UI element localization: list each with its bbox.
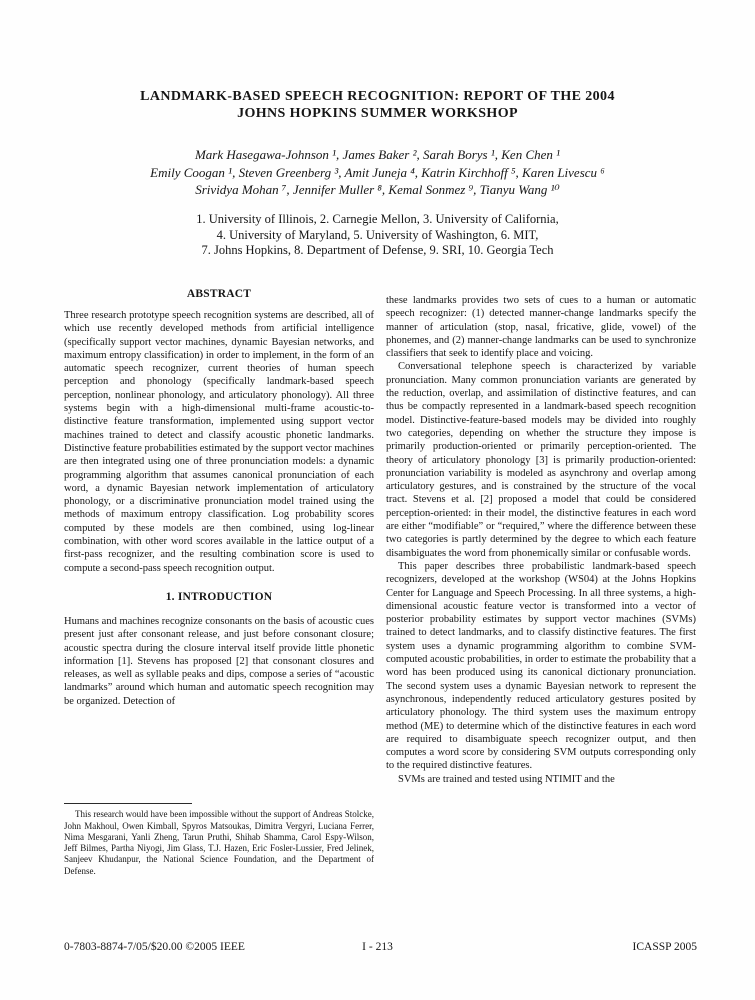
footer-conference: ICASSP 2005 [632, 941, 697, 953]
footer-copyright: 0-7803-8874-7/05/$20.00 ©2005 IEEE [64, 941, 245, 953]
footnote-text: This research would have been impossible without the support of Andreas Stolcke, John Makhoul, Owen Kimball, Spyros Matsoukas, Dimitra Vergyri, Luciana Ferrer, Nima Mesgarani, Yanli Zheng, Tarun Pruthi, Shihab Shamma, Carol Espy-Wilson, Jeff Bilmes, Partha Niyogi, Jim Glass, T.J. Hazen, Eric Fosler-Lussier, Fred Jelinek, Sanjeev Khudanpur, the National Science Foundation, and the Department of Defense. [64, 809, 374, 876]
paragraph-conversational: Conversational telephone speech is characterized by variable pronunciation. Many common pronunciation variants are generated by the reduction, overlap, and assimilation of distinctive features, and can thus be compactly represented in a landmark-based speech recognition model. Distinctive-feature-based models may be divided into roughly two categories, depending on whether the structure they impose is primarily production-oriented or primarily perception-oriented. The theory of articulatory phonology [3] is primarily production-oriented: pronunciation variability is modeled as asynchrony and overlap among articulatory gestures, and is constrained by the structure of the vocal tract. Stevens et al. [2] proposed a model that could be considered perception-oriented: in their model, the distinctive features in each word are either “modifiable” or “required,” where the difference between these two categories is partly determined by the degree to which each feature disambiguates the word from phonemically similar or confusable words. [386, 361, 696, 559]
left-column [64, 288, 374, 877]
abstract-heading: ABSTRACT [186, 288, 252, 300]
author-list [30, 146, 725, 199]
page-footer [0, 941, 755, 957]
paragraph-continuation: these landmarks provides two sets of cues to a human or automatic speech recognizer: (1) detected manner-change landmarks specify the manner of articulation (stop, nasal, fricative, glide, vowel) of the phonemes, and (2) manner-change landmarks can be used to synchronize classifiers that seek to identify place and voicing. [386, 295, 696, 360]
footnote [64, 803, 374, 877]
abstract-text: Three research prototype speech recognition systems are described, all of which use recently developed methods from artificial intelligence (specifically support vector machines, dynamic Bayesian networks, and maximum entropy classification) in order to implement, in the form of an automatic speech recognizer, current theories of human speech perception and phonology (specifically landmark-based speech perception, nonlinear phonology, and articulatory phonology). All three systems begin with a high-dimensional multi-frame acoustic-to-distinctive feature transformation, implemented using support vector machines trained to detect and classify acoustic phonetic landmarks. Distinctive feature probabilities estimated by the support vector machines are then integrated using one of three pronunciation models: a dynamic programming algorithm that assumes canonical pronunciation of each word, a dynamic Bayesian network implementation of articulatory phonology, or a discriminative pronunciation model trained using the methods of maximum entropy classification. Log probability scores computed by these models are then combined, using log-linear combination, with other word scores available in the lattice output of a first-pass recognizer, and the resulting combination score is used to compute a second-pass speech recognition output. [64, 310, 374, 574]
affiliation-line-1: 1. University of Illinois, 2. Carnegie Mellon, 3. University of California, [196, 212, 559, 226]
affiliation-line-2: 4. University of Maryland, 5. University of Washington, 6. MIT, [216, 227, 539, 242]
author-line-1: Mark Hasegawa-Johnson ¹, James Baker ², Sarah Borys ¹, Ken Chen ¹ [194, 147, 561, 162]
author-line-3: Srividya Mohan ⁷, Jennifer Muller ⁸, Kemal Sonmez ⁹, Tianyu Wang ¹⁰ [195, 182, 560, 197]
paragraph-svms: SVMs are trained and tested using NTIMIT and the [398, 773, 615, 785]
author-line-2: Emily Coogan ¹, Steven Greenberg ³, Amit Juneja ⁴, Katrin Kirchhoff ⁵, Karen Livescu ⁶ [150, 164, 605, 180]
paper-title-line-2: JOHNS HOPKINS SUMMER WORKSHOP [237, 106, 518, 121]
footer-page-number: I - 213 [362, 941, 393, 953]
paper-title [40, 88, 715, 122]
paragraph-this-paper: This paper describes three probabilistic landmark-based speech recognizers, developed at the workshop (WS04) at the Johns Hopkins Center for Language and Speech Processing. In all three systems, a high-dimensional acoustic feature vector is transformed into a vector of posterior probability estimates by support vector machines (SVMs) trained to detect landmarks, and to classify distinctive features. The first system uses a dynamic programming algorithm to combine SVM-computed acoustic probabilities, in order to estimate the probability that a word has been produced using its canonical dictionary pronunciation. The second system uses a dynamic Bayesian network to represent the asynchronous, independently reduced articulatory gestures posited by articulatory phonology. The third system uses the maximum entropy method (ME) to determine which of the distinctive features in each word are required to disambiguate speech recognizer output, and then computes a word score by considering SVM outputs corresponding only to the required distinctive features. [386, 560, 696, 772]
introduction-heading: 1. INTRODUCTION [165, 590, 273, 603]
paper-title-line-1: LANDMARK-BASED SPEECH RECOGNITION: REPORT OF THE 2004 [140, 89, 615, 104]
introduction-text: Humans and machines recognize consonants on the basis of acoustic cues present just after consonant release, and just before consonant closure; acoustic spectra during the closure interval itself provide little phonetic information [1]. Stevens has proposed [2] that consonant closures and releases, as well as syllable peaks and dips, compose a series of “acoustic landmarks” around which human and automatic speech recognition may be organized. Detection of [64, 615, 374, 707]
affiliation-list [40, 212, 715, 259]
right-column [386, 288, 696, 877]
footnote-rule [64, 803, 192, 804]
affiliation-line-3: 7. Johns Hopkins, 8. Department of Defense, 9. SRI, 10. Georgia Tech [201, 243, 554, 257]
